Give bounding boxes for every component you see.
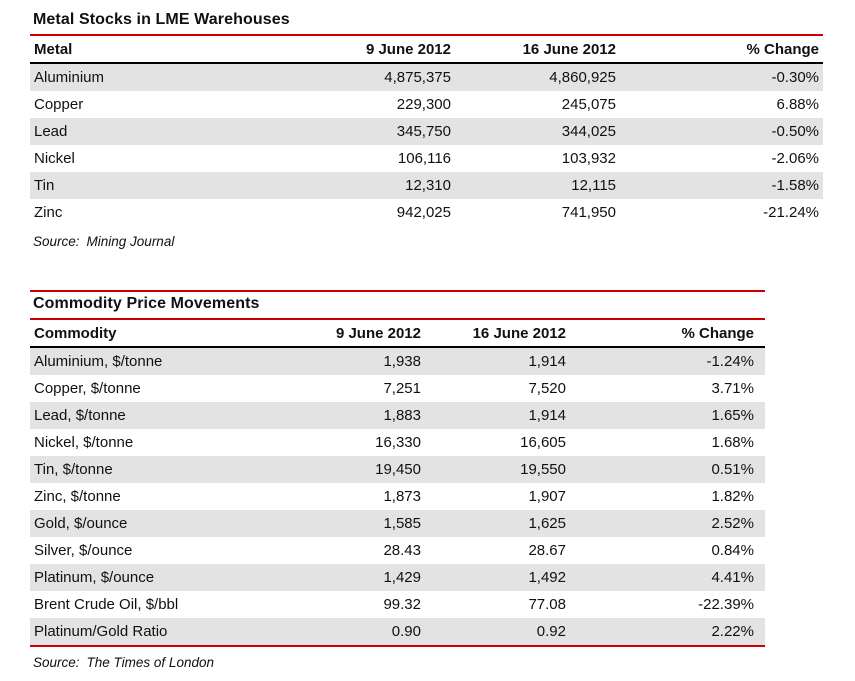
table-cell: Platinum/Gold Ratio: [34, 623, 168, 640]
table-cell: 12,115: [571, 177, 616, 194]
header-row: [30, 36, 823, 63]
table-cell: Platinum, $/ounce: [34, 569, 155, 586]
table-cell: Copper: [34, 96, 84, 113]
table-cell: 1,938: [383, 353, 421, 370]
table-cell: -1.58%: [771, 177, 819, 194]
table-cell: 1,883: [383, 407, 421, 424]
table-cell: 3.71%: [711, 380, 754, 397]
table-cell: 12,310: [405, 177, 451, 194]
table-row: [30, 618, 765, 646]
table-cell: Copper, $/tonne: [34, 380, 141, 397]
table-cell: 0.51%: [711, 461, 754, 478]
table-cell: 7,251: [383, 380, 421, 397]
table-cell: -1.24%: [706, 353, 754, 370]
column-header-commodity: Commodity: [30, 320, 262, 347]
table-row: [30, 63, 823, 91]
table-cell: -0.30%: [771, 69, 819, 86]
table-cell: 4,860,925: [549, 69, 616, 86]
table-cell: Lead, $/tonne: [34, 407, 126, 424]
commodity-prices-title: Commodity Price Movements: [33, 295, 260, 312]
table-cell: 0.92: [536, 623, 566, 640]
source-name: The Times of London: [86, 655, 214, 670]
commodity-prices-table: [30, 320, 765, 647]
table-cell: 6.88%: [776, 96, 819, 113]
table-cell: -2.06%: [771, 150, 819, 167]
commodity-prices-title-rule: [30, 290, 765, 320]
metal-stocks-title-rule: [30, 8, 823, 36]
table-cell: 1.65%: [711, 407, 754, 424]
column-header-pct-change: % Change: [620, 36, 823, 63]
table-cell: 1,585: [383, 515, 421, 532]
table-cell: Nickel: [34, 150, 75, 167]
table-cell: Zinc: [34, 204, 63, 221]
table-cell: 1,625: [528, 515, 566, 532]
table-row: [30, 429, 765, 456]
column-header-date1: 9 June 2012: [262, 320, 425, 347]
table-cell: 741,950: [561, 204, 616, 221]
table-cell: 0.90: [391, 623, 421, 640]
table-cell: 4,875,375: [384, 69, 451, 86]
metal-stocks-table: [30, 36, 823, 226]
table-cell: 19,450: [375, 461, 421, 478]
metal-stocks-title: Metal Stocks in LME Warehouses: [33, 11, 290, 28]
column-header-pct-change: % Change: [570, 320, 765, 347]
table-cell: 28.67: [528, 542, 566, 559]
table-cell: 229,300: [396, 96, 451, 113]
table-row: [30, 402, 765, 429]
table-cell: 4.41%: [711, 569, 754, 586]
table-cell: 1,492: [528, 569, 566, 586]
table-row: [30, 118, 823, 145]
metal-stocks-section: [30, 8, 823, 249]
table-cell: 1,429: [383, 569, 421, 586]
source-note: [30, 234, 823, 249]
table-cell: 0.84%: [711, 542, 754, 559]
table-cell: Brent Crude Oil, $/bbl: [34, 596, 179, 613]
table-cell: 16,330: [375, 434, 421, 451]
table-row: [30, 510, 765, 537]
table-cell: Nickel, $/tonne: [34, 434, 134, 451]
table-cell: 1,914: [528, 353, 566, 370]
table-row: [30, 91, 823, 118]
table-cell: 345,750: [396, 123, 451, 140]
table-cell: 2.52%: [711, 515, 754, 532]
table-cell: 28.43: [383, 542, 421, 559]
table-row: [30, 591, 765, 618]
table-cell: Aluminium: [34, 69, 105, 86]
source-note: [30, 655, 765, 670]
table-cell: 103,932: [561, 150, 616, 167]
table-cell: 942,025: [396, 204, 451, 221]
table-row: [30, 537, 765, 564]
table-cell: 1.82%: [711, 488, 754, 505]
table-cell: 1,907: [528, 488, 566, 505]
table-cell: Silver, $/ounce: [34, 542, 133, 559]
table-cell: 1,914: [528, 407, 566, 424]
table-cell: Lead: [34, 123, 68, 140]
table-cell: Tin: [34, 177, 55, 194]
table-cell: Aluminium, $/tonne: [34, 353, 163, 370]
column-header-date2: 16 June 2012: [455, 36, 620, 63]
table-row: [30, 347, 765, 375]
table-row: [30, 483, 765, 510]
table-cell: 77.08: [528, 596, 566, 613]
table-cell: -22.39%: [698, 596, 754, 613]
source-label: Source:: [33, 655, 80, 670]
table-row: [30, 375, 765, 402]
table-cell: -0.50%: [771, 123, 819, 140]
table-cell: 1,873: [383, 488, 421, 505]
commodity-prices-section: [30, 290, 765, 670]
table-cell: 344,025: [561, 123, 616, 140]
table-cell: 7,520: [528, 380, 566, 397]
table-cell: 245,075: [561, 96, 616, 113]
table-row: [30, 564, 765, 591]
table-cell: 99.32: [383, 596, 421, 613]
table-cell: 19,550: [520, 461, 566, 478]
table-cell: 1.68%: [711, 434, 754, 451]
column-header-date1: 9 June 2012: [262, 36, 455, 63]
table-row: [30, 172, 823, 199]
table-cell: Zinc, $/tonne: [34, 488, 121, 505]
source-name: Mining Journal: [86, 234, 175, 249]
table-cell: Gold, $/ounce: [34, 515, 128, 532]
table-cell: 106,116: [397, 150, 451, 167]
column-header-metal: Metal: [30, 36, 262, 63]
column-header-date2: 16 June 2012: [425, 320, 570, 347]
table-row: [30, 145, 823, 172]
table-row: [30, 456, 765, 483]
source-label: Source:: [33, 234, 80, 249]
header-row: [30, 320, 765, 347]
table-cell: 16,605: [520, 434, 566, 451]
table-cell: 2.22%: [711, 623, 754, 640]
table-cell: -21.24%: [763, 204, 819, 221]
table-row: [30, 199, 823, 226]
table-cell: Tin, $/tonne: [34, 461, 113, 478]
